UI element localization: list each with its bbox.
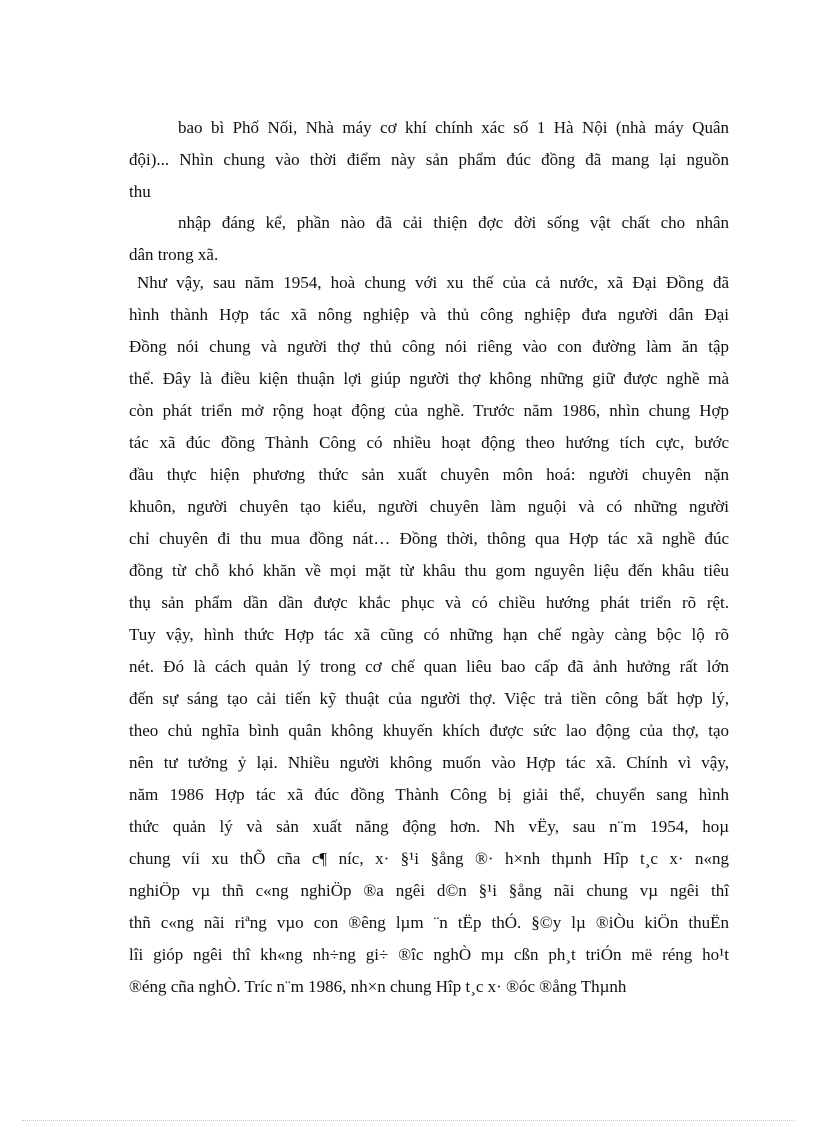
paragraph-3-line-13: nét. Đó là cách quản lý trong cơ chế quan liêu bao cấp đã ảnh hưởng rất lớn [129, 657, 729, 676]
page-bottom-rule [22, 1120, 794, 1121]
paragraph-3-line-2: hình thành Hợp tác xã nông nghiệp và thủ công nghiệp đưa người dân Đại [129, 305, 729, 324]
paragraph-3-line-6: tác xã đúc đồng Thành Công có nhiều hoạt động theo hướng tích cực, bước [129, 433, 729, 452]
paragraph-1-line-1: bao bì Phố Nối, Nhà máy cơ khí chính xác số 1 Hà Nội (nhà máy Quân [178, 118, 729, 137]
paragraph-3-line-1: Như vậy, sau năm 1954, hoà chung với xu thế của cả nước, xã Đại Đồng đã [137, 273, 729, 292]
paragraph-3-line-14: đến sự sáng tạo cải tiến kỹ thuật của người thợ. Việc trả tiền công bất hợp lý, [129, 689, 729, 708]
paragraph-3-line-21: thñ c«ng nãi riªng vµo con ®êng lµm ¨n tËp thÓ. §©y lµ ®iÒu kiÖn thuËn [129, 913, 729, 932]
paragraph-3-line-20: nghiÖp vµ thñ c«ng nghiÖp ®a ngêi d©n §¹i §ång nãi chung vµ ngêi thî [129, 881, 729, 900]
paragraph-3-line-10: đồng từ chỗ khó khăn về mọi mặt từ khâu thu gom nguyên liệu đến khâu tiêu [129, 561, 729, 580]
paragraph-2-line-1: nhập đáng kể, phần nào đã cải thiện đợc đời sống vật chất cho nhân [178, 213, 729, 232]
paragraph-3-line-23: ®éng cña nghÒ. Tríc n¨m 1986, nh×n chung Hîp t¸c x· ®óc ®ång Thµnh [129, 977, 627, 996]
paragraph-3-line-15: theo chủ nghĩa bình quân không khuyến khích được sức lao động của thợ, tạo [129, 721, 729, 740]
paragraph-3-line-16: nên tư tưởng ỷ lại. Nhiều người không muốn vào Hợp tác xã. Chính vì vậy, [129, 753, 729, 772]
paragraph-3-line-18: thức quản lý và sản xuất năng động hơn. Nh vËy, sau n¨m 1954, hoµ [129, 817, 729, 836]
paragraph-3-line-9: chỉ chuyên đi thu mua đồng nát… Đồng thời, thông qua Hợp tác xã nghề đúc [129, 529, 729, 548]
paragraph-3-line-7: đầu thực hiện phương thức sản xuất chuyên môn hoá: người chuyên nặn [129, 465, 729, 484]
paragraph-3-line-12: Tuy vậy, hình thức Hợp tác xã cũng có những hạn chế ngày càng bộc lộ rõ [129, 625, 729, 644]
paragraph-3-line-5: còn phát triển mở rộng hoạt động của nghề. Trước năm 1986, nhìn chung Hợp [129, 401, 729, 420]
paragraph-3-line-4: thể. Đây là điều kiện thuận lợi giúp người thợ không những giữ được nghề mà [129, 369, 729, 388]
paragraph-1-line-3: thu [129, 182, 151, 201]
paragraph-3-line-3: Đồng nói chung và người thợ thủ công nói riêng vào con đường làm ăn tập [129, 337, 729, 356]
paragraph-1-line-2: đội)... Nhìn chung vào thời điểm này sản phẩm đúc đồng đã mang lại nguồn [129, 150, 729, 169]
paragraph-3-line-22: lîi gióp ngêi thî kh«ng nh÷ng gi÷ ®îc nghÒ mµ cßn ph¸t triÓn më réng ho¹t [129, 945, 729, 964]
paragraph-3-line-19: chung víi xu thÕ cña c¶ níc, x· §¹i §ång ®· h×nh thµnh Hîp t¸c x· n«ng [129, 849, 729, 868]
paragraph-3-line-17: năm 1986 Hợp tác xã đúc đồng Thành Công bị giải thể, chuyển sang hình [129, 785, 729, 804]
paragraph-3-line-8: khuôn, người chuyên tạo kiểu, người chuyên làm nguội và có những người [129, 497, 729, 516]
paragraph-3-line-11: thụ sản phẩm dần dần được khắc phục và có chiều hướng phát triển rõ rệt. [129, 593, 729, 612]
paragraph-2-line-2: dân trong xã. [129, 245, 219, 264]
